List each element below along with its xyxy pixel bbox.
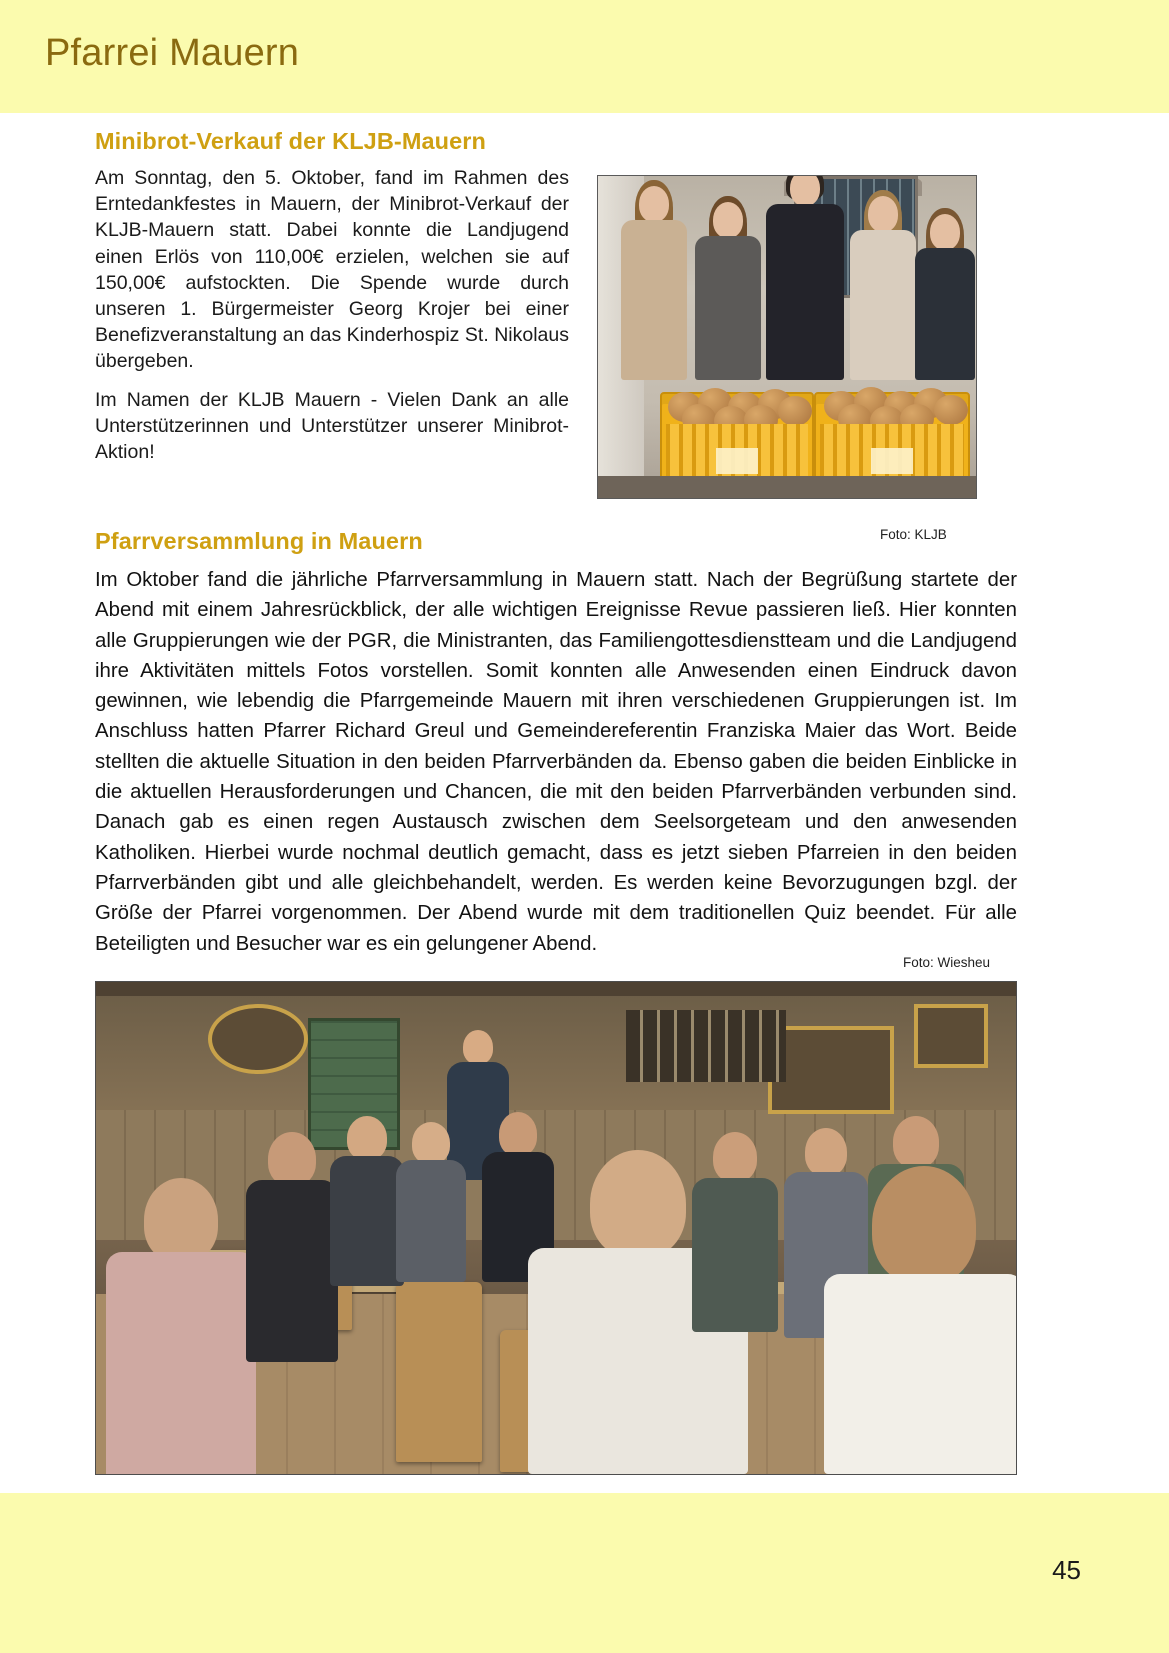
- photo-bread-buns: [666, 390, 808, 424]
- photo-person-3: [760, 175, 850, 380]
- article-minibrot-paragraph-1: Am Sonntag, den 5. Oktober, fand im Rahmen des Erntedankfestes in Mauern, der Minibrot-Verkauf der KLJB-Mauern statt. Dabei konnte die Landjugend einen Erlös von 110,00€ erzielen, welchen sie auf 150,00€ aufstockten. Die Spende wurde durch unseren 1. Bürgermeister Georg Krojer bei einer Benefizveranstaltung an das Kinderhospiz St. Nikolaus übergeben.: [95, 167, 569, 373]
- photo-attendee-1: [106, 1178, 256, 1475]
- photo-person-body: [695, 236, 761, 380]
- photo-attendee-3: [330, 1116, 404, 1286]
- photo-person-body: [850, 230, 916, 380]
- article-heading-pfarrversammlung: Pfarrversammlung in Mauern: [95, 528, 423, 554]
- page-header-band: [0, 0, 1169, 113]
- photo-person-head: [412, 1122, 450, 1164]
- photo-attendee-6: [692, 1132, 778, 1332]
- photo-attendee-right-foreground: [824, 1166, 1017, 1474]
- photo-ceiling-beam: [96, 982, 1016, 996]
- photo-person-head: [868, 196, 898, 232]
- photo-person-head: [463, 1030, 493, 1064]
- photo-person-2: [688, 188, 768, 380]
- photo-credit-kljb: Foto: KLJB: [880, 527, 947, 542]
- photo-crate-label: [871, 448, 913, 474]
- photo-crate-label: [716, 448, 758, 474]
- page-footer-band: [0, 1493, 1169, 1653]
- photo-bread-buns: [820, 390, 964, 424]
- article-minibrot-body: [95, 165, 569, 465]
- article-pfarrversammlung-body: [95, 565, 1017, 959]
- photo-kljb-minibrot: [597, 175, 977, 499]
- article-minibrot-paragraph-2: Im Namen der KLJB Mauern - Vielen Dank an alle Unterstützerinnen und Unterstützer unserer Minibrot-Aktion!: [95, 388, 569, 464]
- page-content: [0, 113, 1169, 1493]
- photo-person-head: [268, 1132, 316, 1186]
- photo-person-head: [893, 1116, 939, 1168]
- photo-person-head: [930, 214, 960, 250]
- photo-person-body: [396, 1160, 466, 1282]
- photo-person-head: [639, 186, 669, 222]
- article-heading-minibrot: Minibrot-Verkauf der KLJB-Mauern: [95, 128, 486, 154]
- photo-chair-1: [396, 1282, 482, 1462]
- photo-attendee-2: [246, 1132, 338, 1362]
- photo-person-head: [347, 1116, 387, 1160]
- photo-person-body: [246, 1180, 338, 1362]
- article-pfarrversammlung-paragraph-1: Im Oktober fand die jährliche Pfarrversammlung in Mauern statt. Nach der Begrüßung startete der Abend mit einem Jahresrückblick, der alle wichtigen Ereignisse Revue passieren ließ. Hier konnten alle Gruppierungen wie der PGR, die Ministranten, das Familiengottesdienstteam und die Landjugend ihre Aktivitäten mittels Fotos vorstellen. Somit konnten alle Anwesenden einen Eindruck davon gewinnen, wie lebendig die Pfarrgemeinde Mauern mit ihren verschiedenen Gruppierungen ist. Im Anschluss hatten Pfarrer Richard Greul und Gemeindereferentin Franziska Maier das Wort. Beide stellten die aktuelle Situation in den beiden Pfarrverbänden da. Ebenso gaben die beiden Einblicke in die aktuellen Herausforderungen und Chancen, die mit den beiden Pfarrverbänden verbunden sind. Danach gab es einen regen Austausch zwischen dem Seelsorgeteam und den anwesenden Katholiken. Hierbei wurde nochmal deutlich gemacht, dass es jetzt sieben Pfarreien in den beiden Pfarrverbänden gibt und alle gleichbehandelt, werden. Es werden keine Bevorzugungen bzgl. der Größe der Pfarrei vorgenommen. Der Abend wurde mit dem traditionellen Quiz beendet. Für alle Beteiligten und Besucher war es ein gelungener Abend.: [95, 569, 1017, 955]
- photo-person-body: [824, 1274, 1017, 1474]
- photo-person-head: [790, 175, 820, 206]
- photo-person-body: [106, 1252, 256, 1475]
- photo-window-grid: [626, 1010, 786, 1082]
- photo-person-head: [872, 1166, 976, 1284]
- photo-person-body: [766, 204, 844, 380]
- photo-person-head: [713, 202, 743, 238]
- photo-person-1: [614, 180, 694, 380]
- photo-person-head: [590, 1150, 686, 1258]
- photo-floor: [598, 476, 976, 498]
- photo-credit-wiesheu: Foto: Wiesheu: [903, 955, 991, 970]
- page-title: Pfarrei Mauern: [45, 32, 300, 74]
- photo-person-5: [908, 194, 977, 380]
- photo-wall-picture-2: [768, 1026, 894, 1114]
- photo-wall-picture-3: [914, 1004, 988, 1068]
- page-number: 45: [1052, 1555, 1081, 1585]
- photo-person-body: [621, 220, 687, 380]
- photo-wall-picture-1: [208, 1004, 308, 1074]
- photo-person-head: [713, 1132, 757, 1182]
- photo-person-body: [330, 1156, 404, 1286]
- photo-pfarrversammlung: [95, 981, 1017, 1475]
- photo-person-body: [692, 1178, 778, 1332]
- photo-person-head: [144, 1178, 218, 1262]
- photo-attendee-4: [396, 1122, 466, 1282]
- photo-person-body: [915, 248, 975, 380]
